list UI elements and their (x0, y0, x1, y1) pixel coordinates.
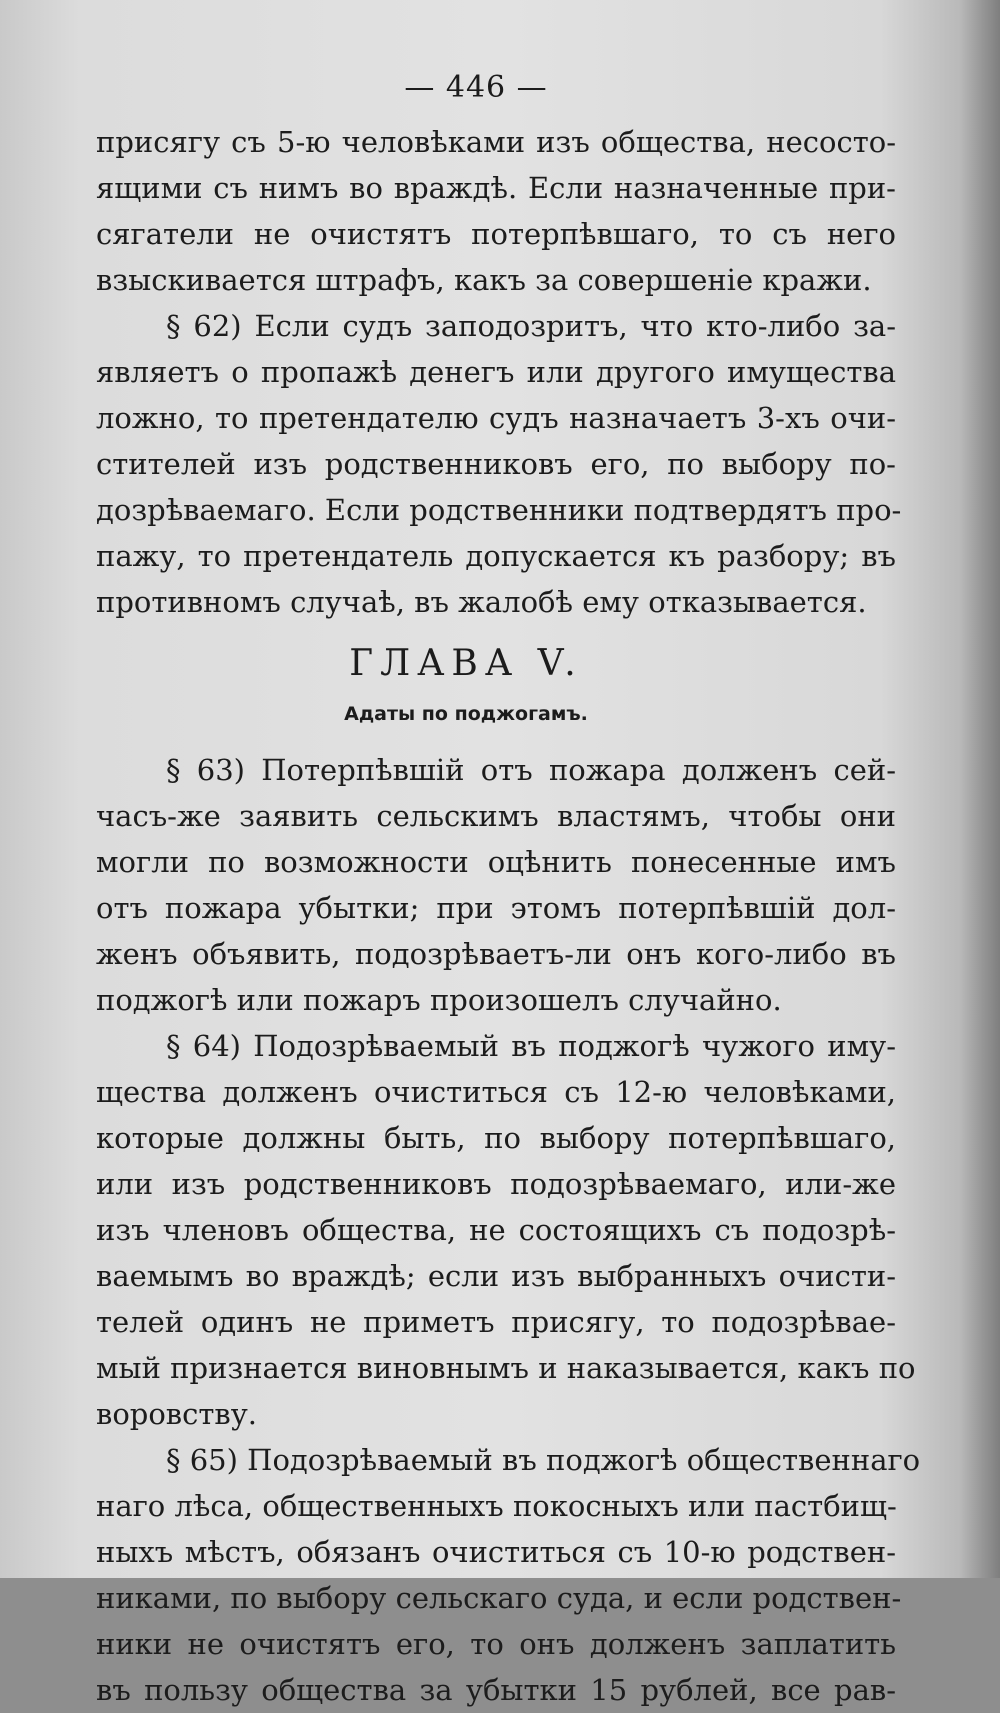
text-line: воровству. (96, 1397, 258, 1431)
page-edge-shadow (960, 0, 1000, 1578)
text-line: мый признается виновнымъ и наказывается, какъ по (96, 1351, 916, 1385)
text-line: никами, по выбору сельскаго суда, и если родствен- (96, 1581, 902, 1615)
text-line: въ пользу общества за убытки 15 рублей, все рав- (96, 1673, 896, 1707)
text-line: ники не очистятъ его, то онъ долженъ заплатить (96, 1627, 896, 1661)
text-line: § 65) Подозрѣваемый въ поджогѣ общественнаго (166, 1443, 921, 1477)
page-number: — 446 — (404, 70, 548, 105)
text-line: сягатели не очистятъ потерпѣвшаго, то съ него (96, 217, 896, 251)
paragraph-63 (96, 747, 896, 1023)
text-line: ложно, то претендателю судъ назначаетъ 3-хъ очи- (96, 401, 896, 435)
text-line: присягу съ 5-ю человѣками изъ общества, несосто- (96, 125, 896, 159)
paragraph-62 (96, 303, 902, 625)
paragraph-65 (96, 1437, 921, 1713)
text-line: поджогѣ или пожаръ произошелъ случайно. (96, 983, 782, 1017)
text-line: § 62) Если судъ заподозритъ, что кто-либо за- (166, 309, 896, 343)
text-line: телей одинъ не приметъ присягу, то подозрѣвае- (96, 1305, 896, 1339)
text-line: отъ пожара убытки; при этомъ потерпѣвшій дол- (96, 891, 896, 925)
paragraph-64 (96, 1023, 916, 1437)
text-line: ящими съ нимъ во враждѣ. Если назначенные при- (96, 171, 896, 205)
text-line: женъ объявить, подозрѣваетъ-ли онъ кого-либо въ (96, 937, 896, 971)
page-text (96, 60, 921, 1713)
text-line: часъ-же заявить сельскимъ властямъ, чтобы они (96, 799, 896, 833)
text-line: являетъ о пропажѣ денегъ или другого имущества (96, 355, 896, 389)
text-line: изъ членовъ общества, не состоящихъ съ подозрѣ- (96, 1213, 896, 1247)
text-line: § 64) Подозрѣваемый въ поджогѣ чужого иму- (166, 1029, 896, 1063)
text-line: § 63) Потерпѣвшій отъ пожара долженъ сей- (166, 753, 896, 787)
text-line: ныхъ мѣстъ, обязанъ очиститься съ 10-ю родствен- (96, 1535, 896, 1569)
text-line: которые должны быть, по выбору потерпѣвшаго, (96, 1121, 896, 1155)
text-line: ваемымъ во враждѣ; если изъ выбранныхъ очисти- (96, 1259, 896, 1293)
text-line: дозрѣваемаго. Если родственники подтвердятъ про- (96, 493, 902, 527)
chapter-subtitle: Адаты по поджогамъ. (344, 703, 588, 725)
text-line: пажу, то претендатель допускается къ разбору; въ (96, 539, 896, 573)
chapter-title: ГЛАВА V. (349, 643, 583, 684)
text-line: противномъ случаѣ, въ жалобѣ ему отказывается. (96, 585, 867, 619)
text-line: могли по возможности оцѣнить понесенные имъ (96, 845, 896, 879)
text-line: щества долженъ очиститься съ 12-ю человѣками, (96, 1075, 896, 1109)
text-line: взыскивается штрафъ, какъ за совершеніе кражи. (96, 263, 872, 297)
text-line: наго лѣса, общественныхъ покосныхъ или пастбищ- (96, 1489, 897, 1523)
text-line: или изъ родственниковъ подозрѣваемаго, или-же (96, 1167, 896, 1201)
paragraph-continued (96, 119, 896, 303)
text-line: стителей изъ родственниковъ его, по выбору по- (96, 447, 896, 481)
